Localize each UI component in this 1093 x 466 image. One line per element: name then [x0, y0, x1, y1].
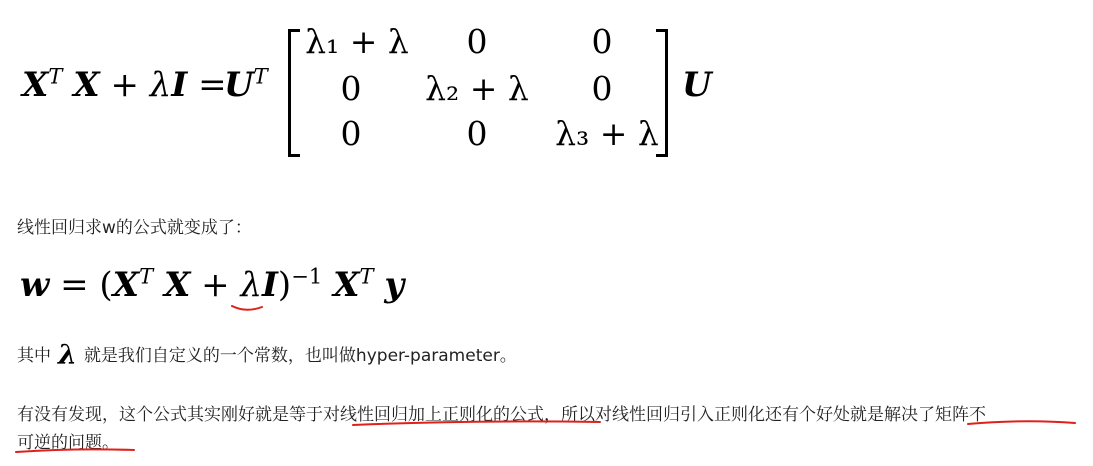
- matrix-cell: λ₂ + λ: [425, 69, 529, 108]
- matrix-equation: [22, 22, 742, 157]
- open-paren: (: [99, 265, 113, 305]
- matrix-x: X: [112, 265, 140, 305]
- matrix-cell: λ₃ + λ: [555, 114, 659, 153]
- transpose-t: T: [48, 63, 63, 89]
- weight-w: w: [20, 265, 50, 305]
- matrix-cell: 0: [340, 114, 362, 153]
- matrix-cell: 0: [591, 22, 613, 61]
- matrix-x: X: [333, 265, 360, 305]
- ridge-formula: [20, 265, 404, 305]
- text-formula-intro: 线性回归求w的公式就变成了：: [17, 218, 252, 238]
- inverse-exponent: −1: [291, 263, 323, 289]
- identity-matrix: I: [171, 65, 188, 105]
- matrix-u: [682, 65, 712, 105]
- lambda-symbol: λ: [149, 65, 172, 105]
- lambda-symbol: λ: [58, 340, 77, 371]
- target-y: y: [384, 265, 405, 305]
- transpose-t: T: [359, 263, 374, 289]
- matrix-x: X: [73, 65, 100, 105]
- identity-matrix: I: [262, 265, 278, 305]
- plus-sign: +: [110, 65, 139, 105]
- text-before: 其中: [17, 346, 51, 366]
- equals-sign: =: [60, 265, 89, 305]
- text-conclusion-line-2: 可逆的问题。: [17, 433, 119, 453]
- right-bracket: [656, 29, 668, 157]
- transpose-t: T: [253, 63, 268, 89]
- equals-sign: =: [198, 65, 227, 105]
- matrix-cell: 0: [466, 114, 488, 153]
- matrix-cell: 0: [340, 69, 362, 108]
- text-conclusion-line-1: 有没有发现，这个公式其实刚好就是等于对线性回归加上正则化的公式，所以对线性回归引入正则化还有个好处就是解决了矩阵不: [17, 405, 986, 425]
- matrix-u: U: [224, 65, 254, 105]
- equation-lhs: [22, 65, 227, 105]
- matrix-cell: 0: [591, 69, 613, 108]
- transpose-t: T: [139, 263, 154, 289]
- matrix-u: U: [682, 65, 712, 105]
- matrix-x: X: [22, 65, 49, 105]
- close-paren: ): [277, 265, 292, 305]
- underline-lambda-i: [232, 306, 262, 310]
- text-lambda-definition: [17, 340, 517, 371]
- lambda-symbol: λ: [240, 265, 263, 305]
- matrix-cell: 0: [466, 22, 488, 61]
- text-after: 就是我们自定义的一个常数，也叫做hyper-parameter。: [83, 346, 517, 366]
- matrix-x: X: [163, 265, 191, 305]
- plus-sign: +: [201, 265, 230, 305]
- u-transpose: [224, 65, 268, 105]
- matrix-cell: λ₁ + λ: [305, 22, 409, 61]
